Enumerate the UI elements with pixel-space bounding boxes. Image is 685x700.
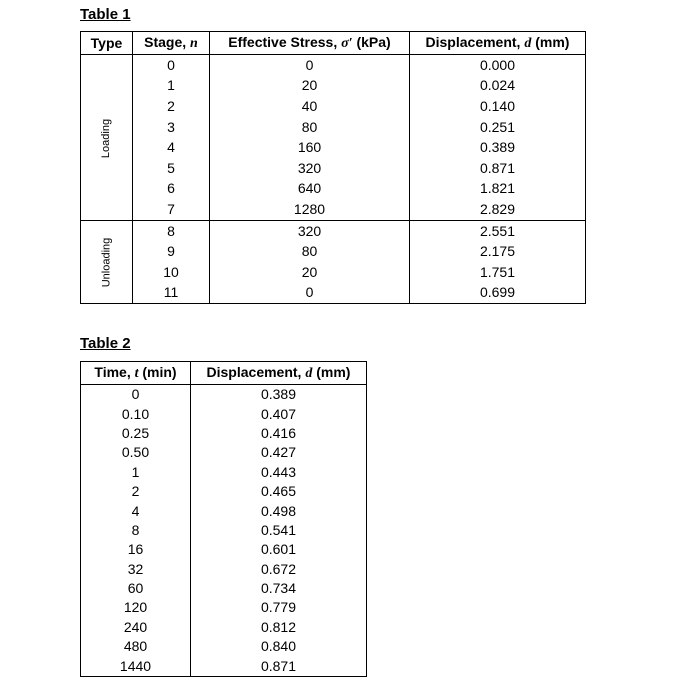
header-stage: Stage, n <box>133 32 210 55</box>
time-cell: 1440 <box>81 656 191 676</box>
stage-cell: 3 <box>133 117 210 138</box>
stage-cell: 5 <box>133 158 210 179</box>
time-cell: 0 <box>81 385 191 405</box>
time-cell: 2 <box>81 482 191 501</box>
stress-cell: 80 <box>210 241 410 262</box>
table-row <box>81 560 367 579</box>
displacement-cell: 0.389 <box>410 137 586 158</box>
stress-cell: 160 <box>210 137 410 158</box>
stage-cell: 4 <box>133 137 210 158</box>
time-cell: 32 <box>81 560 191 579</box>
table-row <box>81 55 586 76</box>
table-row <box>81 443 367 462</box>
table-row <box>81 76 586 97</box>
table1-caption: Table 1 <box>80 6 131 23</box>
stage-cell: 6 <box>133 179 210 200</box>
time-cell: 8 <box>81 521 191 540</box>
displacement-cell: 0.140 <box>410 96 586 117</box>
displacement-cell: 0.734 <box>191 579 367 598</box>
table-row <box>81 501 367 520</box>
displacement-cell: 1.751 <box>410 262 586 283</box>
stress-cell: 320 <box>210 158 410 179</box>
stress-cell: 40 <box>210 96 410 117</box>
time-cell: 1 <box>81 463 191 482</box>
table-row <box>81 463 367 482</box>
table-row <box>81 220 586 241</box>
stress-cell: 20 <box>210 76 410 97</box>
stage-cell: 0 <box>133 55 210 76</box>
header-type: Type <box>81 32 133 55</box>
table1-stress-displacement <box>80 31 586 304</box>
table-row <box>81 579 367 598</box>
table-row <box>81 117 586 138</box>
stage-cell: 9 <box>133 241 210 262</box>
table2-caption: Table 2 <box>80 335 131 352</box>
displacement-cell: 0.251 <box>410 117 586 138</box>
displacement-cell: 0.000 <box>410 55 586 76</box>
displacement-cell: 0.541 <box>191 521 367 540</box>
table-row <box>81 179 586 200</box>
table-row <box>81 96 586 117</box>
stress-cell: 640 <box>210 179 410 200</box>
stress-cell: 1280 <box>210 199 410 220</box>
stage-cell: 11 <box>133 283 210 304</box>
time-cell: 0.50 <box>81 443 191 462</box>
displacement-cell: 2.551 <box>410 220 586 241</box>
header-displacement: Displacement, d (mm) <box>191 362 367 385</box>
time-cell: 60 <box>81 579 191 598</box>
stage-cell: 7 <box>133 199 210 220</box>
time-cell: 240 <box>81 618 191 637</box>
time-cell: 4 <box>81 501 191 520</box>
displacement-cell: 0.498 <box>191 501 367 520</box>
header-displacement: Displacement, d (mm) <box>410 32 586 55</box>
displacement-cell: 0.389 <box>191 385 367 405</box>
displacement-cell: 0.779 <box>191 598 367 617</box>
header-time: Time, t (min) <box>81 362 191 385</box>
displacement-cell: 2.175 <box>410 241 586 262</box>
displacement-cell: 0.465 <box>191 482 367 501</box>
table-row <box>81 385 367 405</box>
table-row <box>81 199 586 220</box>
stress-cell: 320 <box>210 220 410 241</box>
displacement-cell: 0.416 <box>191 424 367 443</box>
table2-time-displacement <box>80 361 367 677</box>
displacement-cell: 0.871 <box>191 656 367 676</box>
displacement-cell: 0.427 <box>191 443 367 462</box>
table-row <box>81 598 367 617</box>
time-cell: 120 <box>81 598 191 617</box>
time-cell: 0.25 <box>81 424 191 443</box>
stage-cell: 10 <box>133 262 210 283</box>
stress-cell: 20 <box>210 262 410 283</box>
time-cell: 0.10 <box>81 404 191 423</box>
table-row <box>81 241 586 262</box>
stress-cell: 80 <box>210 117 410 138</box>
table-row <box>81 618 367 637</box>
time-cell: 16 <box>81 540 191 559</box>
displacement-cell: 0.699 <box>410 283 586 304</box>
group-unloading: Unloading <box>81 220 133 303</box>
table-row <box>81 404 367 423</box>
displacement-cell: 1.821 <box>410 179 586 200</box>
time-cell: 480 <box>81 637 191 656</box>
table1-header-row <box>81 32 586 55</box>
displacement-cell: 2.829 <box>410 199 586 220</box>
stage-cell: 2 <box>133 96 210 117</box>
stage-cell: 8 <box>133 220 210 241</box>
table-row <box>81 424 367 443</box>
group-loading: Loading <box>81 55 133 221</box>
table-row <box>81 158 586 179</box>
displacement-cell: 0.672 <box>191 560 367 579</box>
displacement-cell: 0.812 <box>191 618 367 637</box>
displacement-cell: 0.443 <box>191 463 367 482</box>
table2-header-row <box>81 362 367 385</box>
header-effective-stress: Effective Stress, σ′ (kPa) <box>210 32 410 55</box>
displacement-cell: 0.601 <box>191 540 367 559</box>
stress-cell: 0 <box>210 283 410 304</box>
table-row <box>81 521 367 540</box>
displacement-cell: 0.407 <box>191 404 367 423</box>
displacement-cell: 0.024 <box>410 76 586 97</box>
table-row <box>81 137 586 158</box>
displacement-cell: 0.871 <box>410 158 586 179</box>
displacement-cell: 0.840 <box>191 637 367 656</box>
table-row <box>81 283 586 304</box>
table-row <box>81 656 367 676</box>
stress-cell: 0 <box>210 55 410 76</box>
table-row <box>81 262 586 283</box>
table-row <box>81 540 367 559</box>
stage-cell: 1 <box>133 76 210 97</box>
table-row <box>81 637 367 656</box>
table-row <box>81 482 367 501</box>
